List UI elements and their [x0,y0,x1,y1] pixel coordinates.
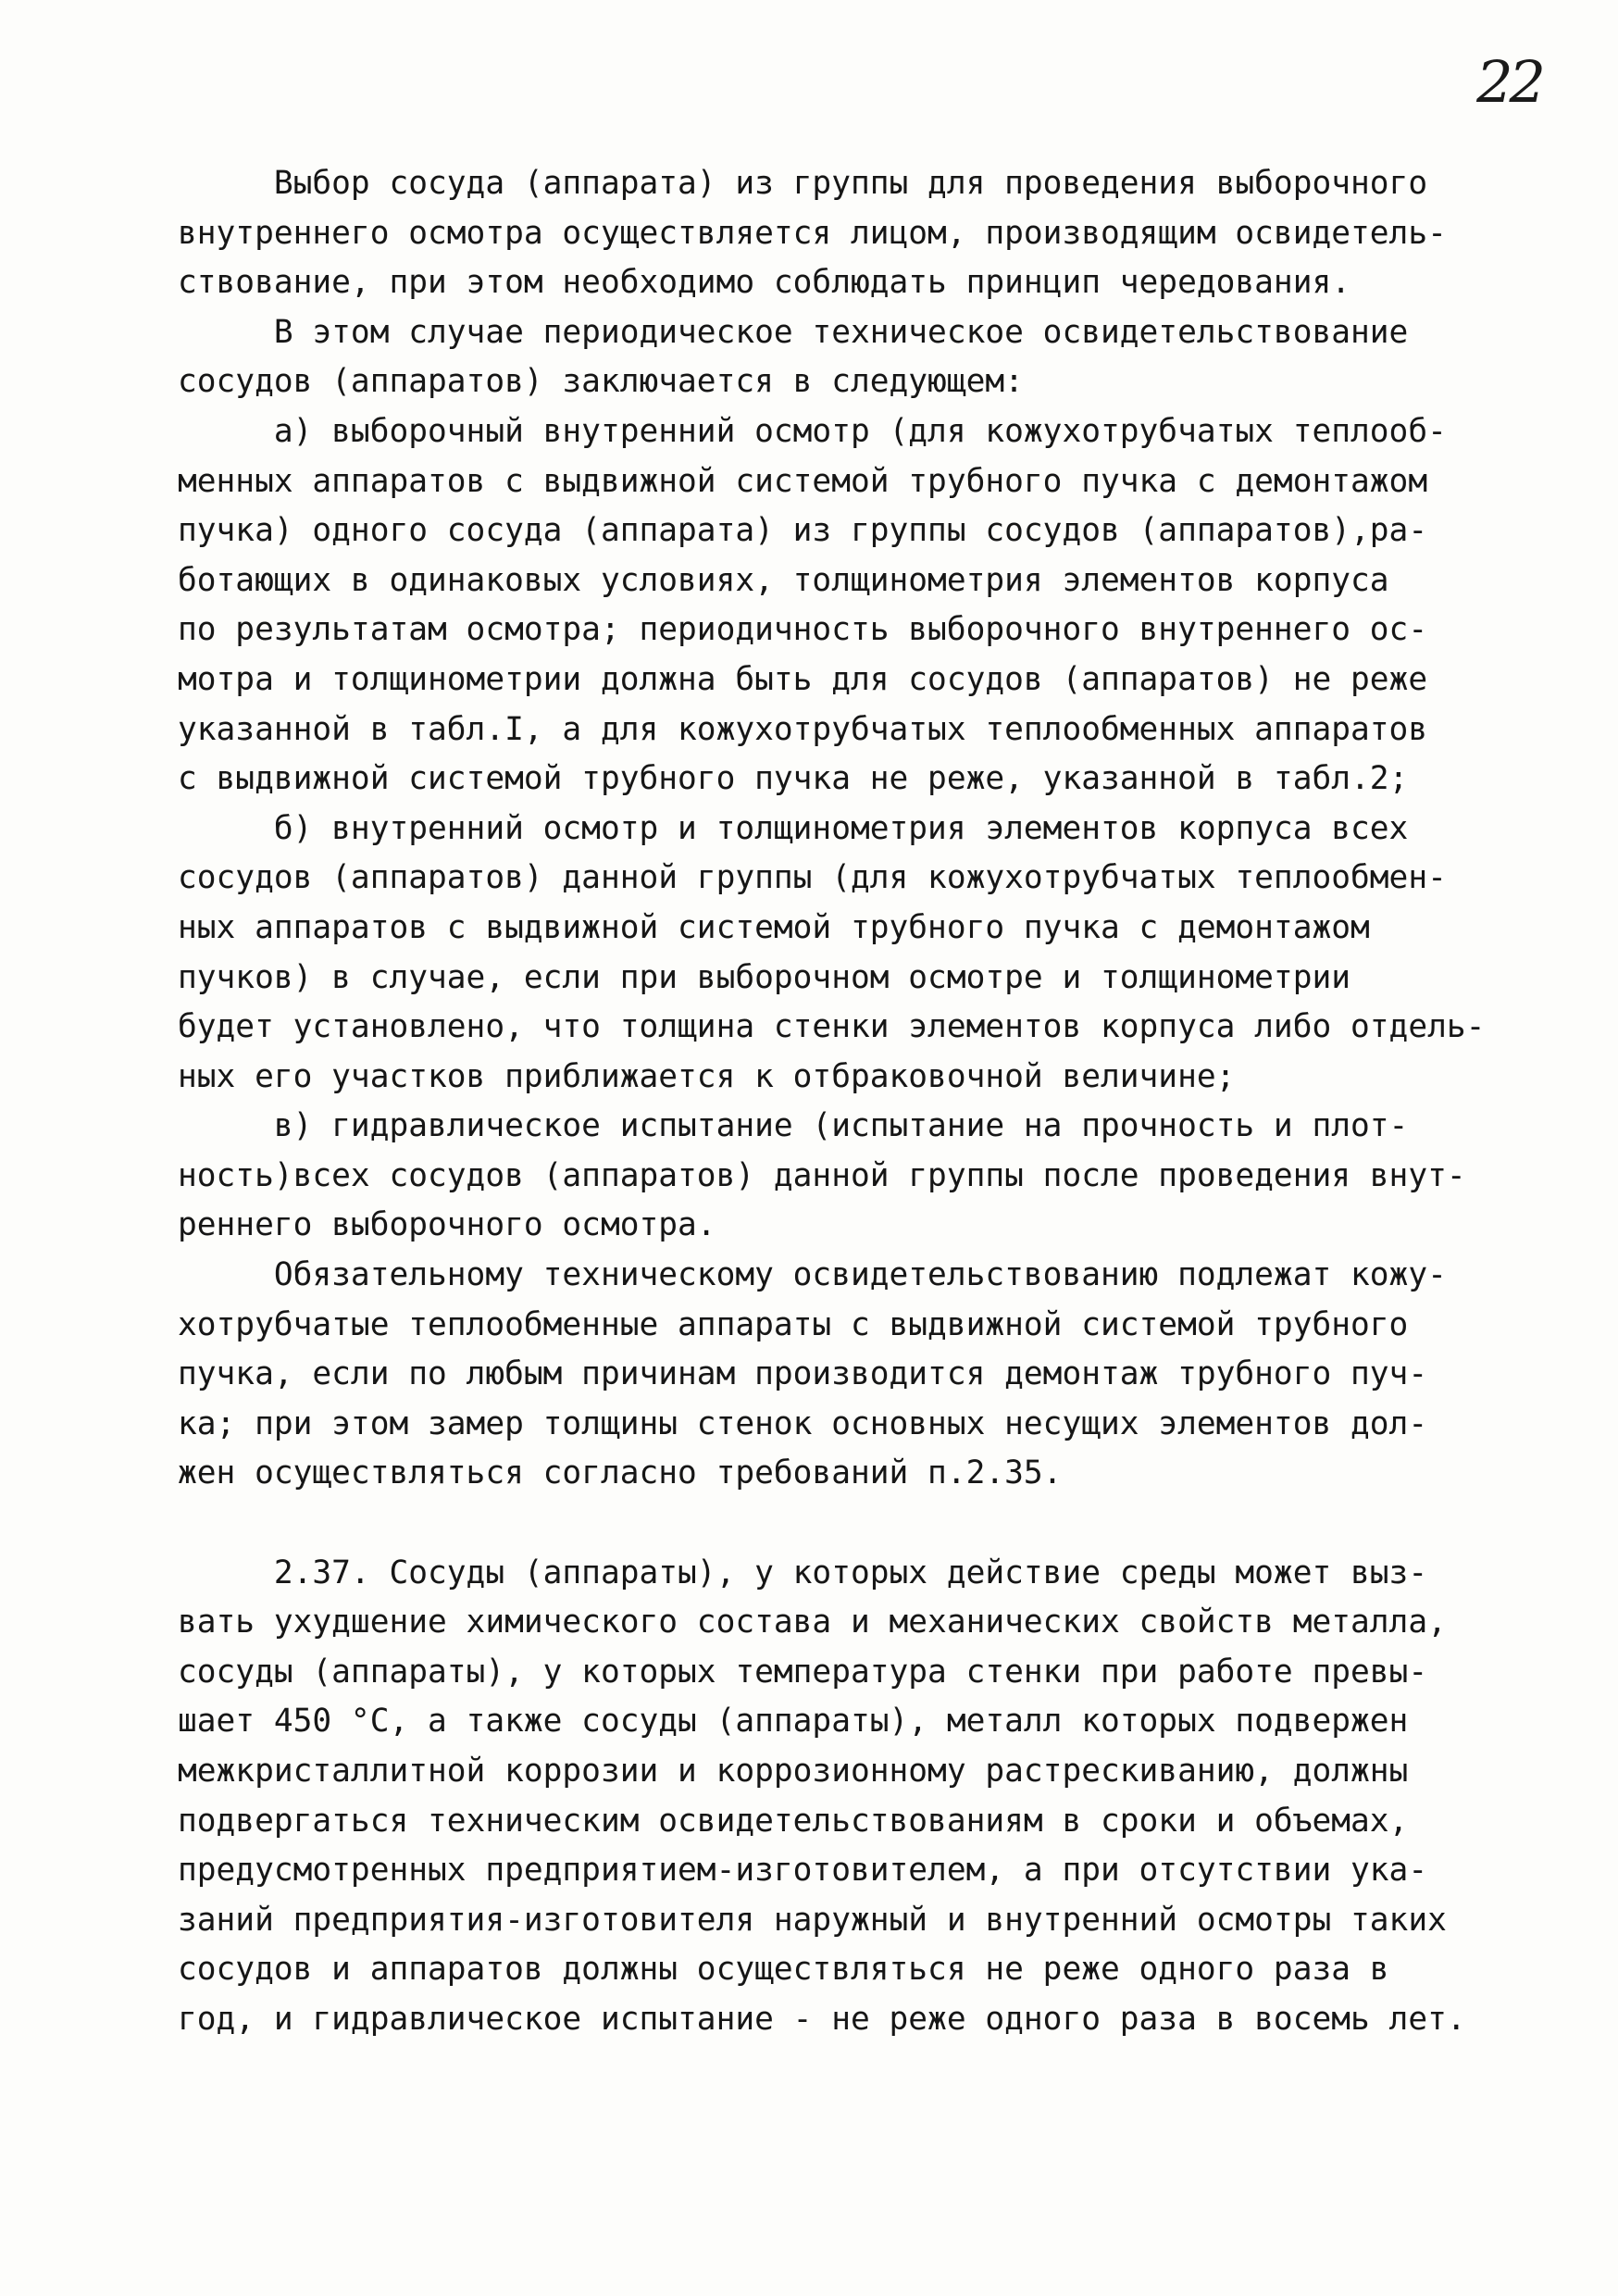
text-line: ность)всех сосудов (аппаратов) данной группы после проведения внут- [178,1156,1466,1194]
text-line: ных аппаратов с выдвижной системой трубного пучка с демонтажом [178,908,1370,946]
text-line: ствование, при этом необходимо соблюдать принцип чередования. [178,264,1351,302]
text-line: В этом случае периодическое техническое освидетельствование [178,313,1409,351]
text-line: пучка) одного сосуда (аппарата) из группы сосудов (аппаратов),ра- [178,512,1428,550]
text-line: предусмотренных предприятием-изготовителем, а при отсутствии ука- [178,1852,1428,1890]
text-line: заний предприятия-изготовителя наружный и внутренний осмотры таких [178,1901,1447,1939]
text-line: пучков) в случае, если при выборочном осмотре и толщинометрии [178,958,1351,996]
text-line: сосудов (аппаратов) данной группы (для кожухотрубчатых теплообмен- [178,859,1447,897]
text-line: в) гидравлическое испытание (испытание на прочность и плот- [178,1107,1409,1145]
page-number: 22 [1476,48,1542,116]
text-line: менных аппаратов с выдвижной системой трубного пучка с демонтажом [178,462,1428,500]
text-line: подвергаться техническим освидетельствованиям в сроки и объемах, [178,1802,1409,1840]
text-line: сосудов (аппаратов) заключается в следующем: [178,363,1024,401]
text-line: по результатам осмотра; периодичность выборочного внутреннего ос- [178,611,1428,649]
text-line: а) выборочный внутренний осмотр (для кожухотрубчатых теплооб- [178,412,1447,450]
text-line: Выбор сосуда (аппарата) из группы для проведения выборочного [178,165,1428,202]
text-line: 2.37. Сосуды (аппараты), у которых действие среды может выз- [178,1554,1428,1591]
text-line: сосудов и аппаратов должны осуществляться не реже одного раза в [178,1951,1389,1989]
text-line: сосуды (аппараты), у которых температура стенки при работе превы- [178,1653,1428,1691]
text-line: жен осуществляться согласно требований п.2.35. [178,1454,1063,1492]
text-line: ка; при этом замер толщины стенок основных несущих элементов дол- [178,1404,1428,1442]
text-line: межкристаллитной коррозии и коррозионному растрескиванию, должны [178,1753,1409,1790]
text-line: будет установлено, что толщина стенки элементов корпуса либо отдель- [178,1008,1486,1046]
text-line: с выдвижной системой трубного пучка не реже, указанной в табл.2; [178,760,1409,798]
text-line: шает 450 °С, а также сосуды (аппараты), металл которых подвержен [178,1703,1409,1741]
text-line: реннего выборочного осмотра. [178,1206,716,1244]
text-line: хотрубчатые теплообменные аппараты с выдвижной системой трубного [178,1305,1409,1343]
text-line: указанной в табл.I, а для кожухотрубчатых теплообменных аппаратов [178,710,1428,748]
text-line: ных его участков приближается к отбраковочной величине; [178,1057,1236,1095]
text-line: Обязательному техническому освидетельствованию подлежат кожу- [178,1256,1447,1294]
text-line: мотра и толщинометрии должна быть для сосудов (аппаратов) не реже [178,660,1428,698]
text-line: пучка, если по любым причинам производится демонтаж трубного пуч- [178,1355,1428,1393]
text-line [178,1499,1529,1549]
text-line: год, и гидравлическое испытание - не реже одного раза в восемь лет. [178,2000,1466,2038]
body-text [178,159,1529,2045]
text-line: вать ухудшение химического состава и механических свойств металла, [178,1603,1447,1641]
text-line: б) внутренний осмотр и толщинометрия элементов корпуса всех [178,809,1409,847]
text-line: ботающих в одинаковых условиях, толщинометрия элементов корпуса [178,561,1389,599]
text-line: внутреннего осмотра осуществляется лицом, производящим освидетель- [178,214,1447,252]
